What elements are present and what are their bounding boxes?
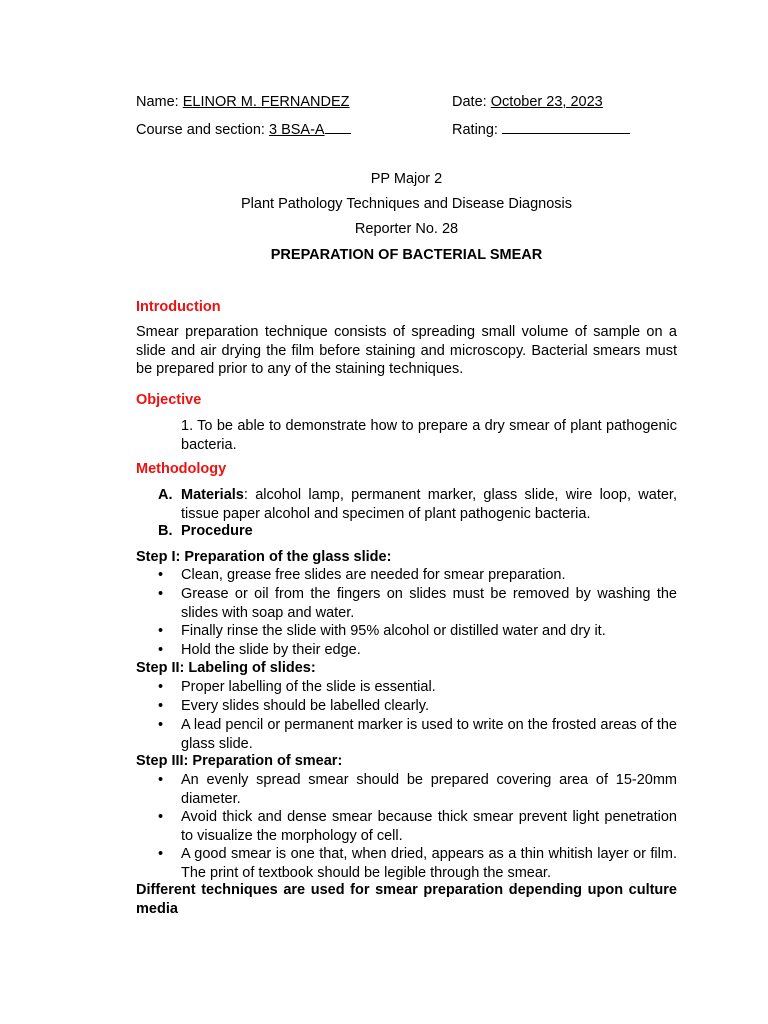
list-item: • Every slides should be labelled clearly. <box>158 698 429 714</box>
materials-text: : alcohol lamp, permanent marker, glass slide, wire loop, water, tissue paper alcohol and specimen of plant pathogenic bacteria. <box>181 487 677 522</box>
step-1-heading: Step I: Preparation of the glass slide: <box>136 549 392 565</box>
bullet-icon: • <box>158 809 164 825</box>
step-2-heading: Step II: Labeling of slides: <box>136 660 316 676</box>
rating-blank <box>502 118 630 134</box>
rating-field <box>452 118 630 140</box>
course-label: Course and section: <box>136 122 269 138</box>
objective-text: 1. To be able to demonstrate how to prepare a dry smear of plant pathogenic bacteria. <box>181 418 677 453</box>
list-item: • Avoid thick and dense smear because thick smear prevent light penetration to visualize the morphology of cell. <box>158 809 677 844</box>
bullet-icon: • <box>158 717 164 733</box>
procedure-label: Procedure <box>181 523 253 539</box>
procedure-item <box>158 522 677 541</box>
objective-heading: Objective <box>136 392 202 408</box>
reporter-number: Reporter No. 28 <box>354 221 459 237</box>
list-marker: A. <box>158 487 173 503</box>
materials-item <box>158 486 677 523</box>
bullet-icon: • <box>158 846 164 862</box>
course-value: 3 BSA-A <box>269 122 325 138</box>
course-code: PP Major 2 <box>370 171 443 187</box>
bullet-icon: • <box>158 586 164 602</box>
list-item: • Hold the slide by their edge. <box>158 642 361 658</box>
introduction-heading: Introduction <box>136 299 221 315</box>
list-item: • An evenly spread smear should be prepared covering area of 15-20mm diameter. <box>158 772 677 807</box>
step-3-heading: Step III: Preparation of smear: <box>136 753 343 769</box>
document-title: PREPARATION OF BACTERIAL SMEAR <box>270 247 543 263</box>
name-value: ELINOR M. FERNANDEZ <box>182 94 350 110</box>
course-title: Plant Pathology Techniques and Disease Diagnosis <box>240 196 573 212</box>
bullet-icon: • <box>158 698 164 714</box>
list-marker: B. <box>158 523 173 539</box>
date-field <box>452 93 603 112</box>
course-field <box>136 118 351 140</box>
list-item: • Proper labelling of the slide is essential. <box>158 679 436 695</box>
introduction-text: Smear preparation technique consists of spreading small volume of sample on a slide and air drying the film before staining and microscopy. Bacterial smears must be prepared prior to any of the staining techniques. <box>136 324 677 377</box>
bullet-icon: • <box>158 772 164 788</box>
date-label: Date: <box>452 94 491 110</box>
bullet-icon: • <box>158 679 164 695</box>
materials-label: Materials <box>181 487 244 503</box>
list-item: • Finally rinse the slide with 95% alcohol or distilled water and dry it. <box>158 623 606 639</box>
rating-label: Rating: <box>452 122 502 138</box>
list-item: • A lead pencil or permanent marker is used to write on the frosted areas of the glass slide. <box>158 717 677 752</box>
course-underline <box>325 118 351 134</box>
closing-statement: Different techniques are used for smear preparation depending upon culture media <box>136 882 677 917</box>
list-item: • A good smear is one that, when dried, appears as a thin whitish layer or film. The print of textbook should be legible through the smear. <box>158 846 677 881</box>
bullet-icon: • <box>158 567 164 583</box>
date-value: October 23, 2023 <box>490 94 603 110</box>
bullet-icon: • <box>158 642 164 658</box>
bullet-icon: • <box>158 623 164 639</box>
methodology-heading: Methodology <box>136 461 227 477</box>
name-field <box>136 93 350 112</box>
list-item: • Grease or oil from the fingers on slides must be removed by washing the slides with soap and water. <box>158 586 677 621</box>
name-label: Name: <box>136 94 183 110</box>
list-item: • Clean, grease free slides are needed for smear preparation. <box>158 567 566 583</box>
